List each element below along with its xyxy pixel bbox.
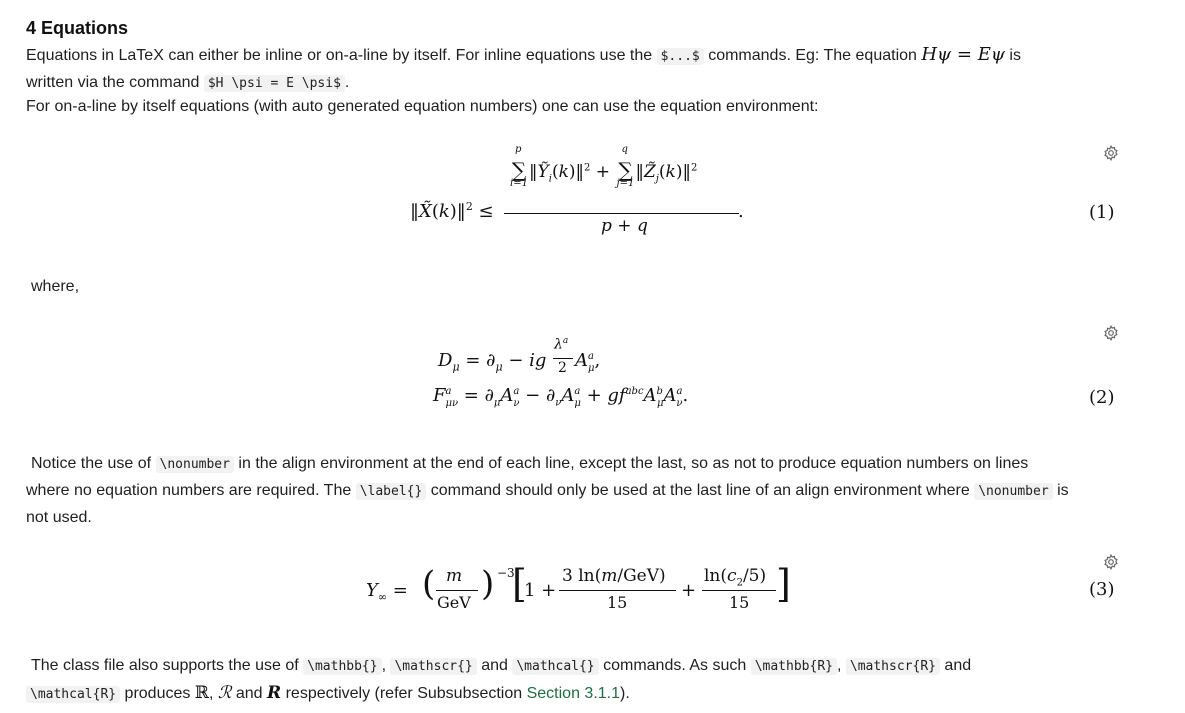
eq2-line-2: $F^a_{\mu\nu} = \partial_\mu A^a_\nu - \partial_\nu A^a_\mu + gf^{abc}A^b_\mu A^a_\nu$.: [433, 385, 689, 409]
inline-code: \label{}: [356, 483, 427, 500]
eq1-period: .: [738, 201, 744, 222]
equation-2: [0, 320, 1185, 430]
inline-code: \mathcal{}: [512, 658, 598, 675]
mathcal-symbol: R: [267, 683, 282, 703]
paragraph-line: not used.: [26, 509, 92, 526]
section-link[interactable]: Section 3.1.1: [526, 685, 621, 702]
inline-code: \mathbb{R}: [751, 658, 837, 675]
equation-number-3: (3): [1089, 579, 1115, 600]
section-number: 4: [26, 18, 37, 38]
text: ,: [381, 657, 391, 674]
equation-number-1: (1): [1089, 202, 1115, 223]
eq1-lhs: ‖X̃(k)‖$^2$ ≤: [410, 200, 494, 222]
eq3-frac2-bar: [559, 590, 676, 591]
inline-code: \mathcal{R}: [26, 686, 120, 703]
section-title: Equations: [41, 18, 129, 38]
eq3-frac3-den: 15: [729, 593, 750, 612]
text: ,: [836, 657, 846, 674]
eq3-rparen: ): [481, 564, 495, 604]
section-heading: [26, 18, 128, 39]
paragraph-fonts: [26, 653, 1166, 708]
inline-code: $...$: [657, 48, 704, 65]
inline-code: \mathscr{R}: [846, 658, 940, 675]
mathbb-symbol: ℝ: [194, 683, 209, 703]
eq3-frac2-num: 3 ln(m/GeV): [562, 566, 666, 586]
eq3-frac3-num: $\ln(c_2/5)$: [704, 566, 767, 589]
text: is: [1052, 482, 1069, 499]
eq1-denominator: p + q: [601, 216, 648, 236]
text: .: [344, 74, 350, 91]
eq3-m: m: [446, 566, 463, 586]
eq3-frac2-den: 15: [607, 593, 628, 612]
mathscr-symbol: ℛ: [217, 683, 232, 703]
eq1-numerator: p ∑ i=1 ‖Ỹ$_i$(k)‖$^2$ + q ∑ j=1 $‖Z̃_j(k)‖^2$: [510, 144, 698, 189]
text: commands. Eg: The equation: [703, 47, 922, 64]
equation-1: [0, 140, 1185, 250]
eq3-rbracket: ]: [776, 562, 791, 606]
text: commands. As such: [598, 657, 751, 674]
inline-code: \mathbb{}: [303, 658, 381, 675]
paragraph-line: [26, 70, 1166, 97]
eq2-line-1: $D_\mu = \partial_\mu$ − ig: [438, 350, 547, 374]
text: and: [476, 657, 513, 674]
text: respectively (refer Subsubsection: [281, 685, 527, 702]
paragraph-inline-equations: [26, 42, 1166, 97]
inline-code: $H \psi = E \psi$: [204, 75, 345, 92]
paragraph-line: [26, 478, 1166, 505]
eq3-exponent: −3: [497, 566, 515, 580]
text: and: [231, 685, 268, 702]
paragraph-line: [26, 680, 1166, 708]
equation-3: [0, 550, 1185, 630]
text: ,: [208, 685, 218, 702]
text: Equations in LaTeX can either be inline or on-a-line by itself. For inline equations use the: [26, 47, 657, 64]
text: where no equation numbers are required. The: [26, 482, 356, 499]
eq2-line-1-rest: $A^a_\mu$,: [575, 350, 601, 374]
paragraph-line: [26, 42, 1166, 70]
text: The class file also supports the use of: [31, 657, 304, 674]
eq3-plus: +: [681, 580, 697, 601]
inline-math: Hψ = Eψ: [921, 44, 1005, 65]
paragraph-nonumber: [26, 451, 1166, 531]
eq2-fraction-bar: [553, 358, 573, 359]
inline-code: \mathscr{}: [390, 658, 476, 675]
eq1-fraction-bar: [504, 213, 739, 214]
paragraph-equation-environment: For on-a-line by itself equations (with auto generated equation numbers) one can use the equation environment:: [26, 98, 819, 115]
eq3-lparen: (: [422, 564, 436, 604]
gear-icon[interactable]: [1103, 325, 1119, 341]
eq3-lbracket: [: [512, 562, 527, 606]
eq2-frac-num: $\lambda^a$: [554, 336, 569, 353]
eq3-lhs: $Y_\infty$ =: [366, 580, 408, 604]
text: Notice the use of: [31, 455, 156, 472]
paragraph-line: [26, 653, 1166, 680]
eq3-gev: GeV: [437, 593, 471, 612]
gear-icon[interactable]: [1103, 145, 1119, 161]
text: ).: [620, 685, 630, 702]
text: and: [939, 657, 972, 674]
text: in the align environment at the end of each line, except the last, so as not to produce equation numbers on lines: [233, 455, 1029, 472]
equation-number-2: (2): [1089, 387, 1115, 408]
inline-code: \nonumber: [156, 456, 234, 473]
paragraph-line: [26, 451, 1166, 478]
eq3-frac3-bar: [702, 590, 776, 591]
eq2-frac-den: 2: [558, 360, 567, 376]
text: written via the command: [26, 74, 204, 91]
text: is: [1004, 47, 1021, 64]
text: produces: [120, 685, 195, 702]
eq3-frac1-bar: [436, 590, 478, 591]
where-label: where,: [31, 278, 80, 295]
eq3-one-plus: 1 +: [524, 580, 557, 601]
gear-icon[interactable]: [1103, 554, 1119, 570]
text: command should only be used at the last line of an align environment where: [426, 482, 975, 499]
inline-code: \nonumber: [974, 483, 1052, 500]
